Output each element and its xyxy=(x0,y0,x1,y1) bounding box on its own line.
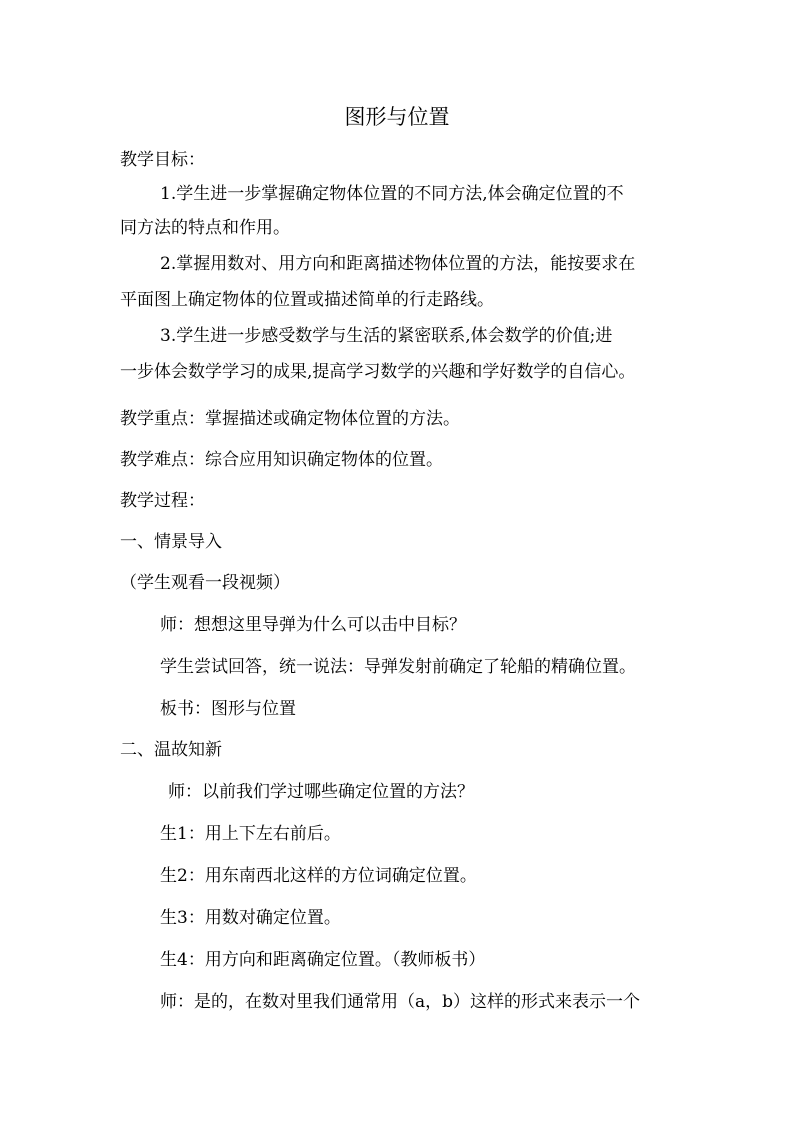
objective-2-line-1: 2.掌握用数对、用方向和距离描述物体位置的方法，能按要求在 xyxy=(160,254,636,274)
objective-1-line-1: 1.学生进一步掌握确定物体位置的不同方法,体会确定位置的不 xyxy=(160,184,624,204)
objective-3-line-2: 一步体会数学学习的成果,提高学习数学的兴趣和学好数学的自信心。 xyxy=(120,362,636,382)
student-4: 生4：用方向和距离确定位置。（教师板书） xyxy=(160,950,486,970)
difficult-point: 教学难点：综合应用知识确定物体的位置。 xyxy=(120,450,443,470)
student-3: 生3：用数对确定位置。 xyxy=(160,908,341,928)
objective-1-line-2: 同方法的特点和作用。 xyxy=(120,218,290,238)
section-heading-objectives: 教学目标： xyxy=(120,150,205,170)
section-heading-review: 二、温故知新 xyxy=(120,740,222,760)
student-1: 生1：用上下左右前后。 xyxy=(160,824,341,844)
objective-3-line-1: 3.学生进一步感受数学与生活的紧密联系,体会数学的价值;进 xyxy=(160,326,613,346)
section-heading-intro: 一、情景导入 xyxy=(120,532,222,552)
teacher-question-2: 师：以前我们学过哪些确定位置的方法？ xyxy=(168,782,474,802)
key-point: 教学重点：掌握描述或确定物体位置的方法。 xyxy=(120,409,460,429)
section-heading-process: 教学过程： xyxy=(120,491,205,511)
student-2: 生2：用东南西北这样的方位词确定位置。 xyxy=(160,866,477,886)
objective-2-line-2: 平面图上确定物体的位置或描述简单的行走路线。 xyxy=(120,290,494,310)
teacher-question-1: 师：想想这里导弹为什么可以击中目标？ xyxy=(160,615,466,635)
page-title: 图形与位置 xyxy=(344,105,450,129)
teacher-statement: 师：是的，在数对里我们通常用（a，b）这样的形式来表示一个 xyxy=(160,992,641,1012)
board-note: 板书：图形与位置 xyxy=(160,699,296,719)
note-watch-video: （学生观看一段视频） xyxy=(120,573,290,593)
student-answer: 学生尝试回答，统一说法：导弹发射前确定了轮船的精确位置。 xyxy=(160,657,636,677)
